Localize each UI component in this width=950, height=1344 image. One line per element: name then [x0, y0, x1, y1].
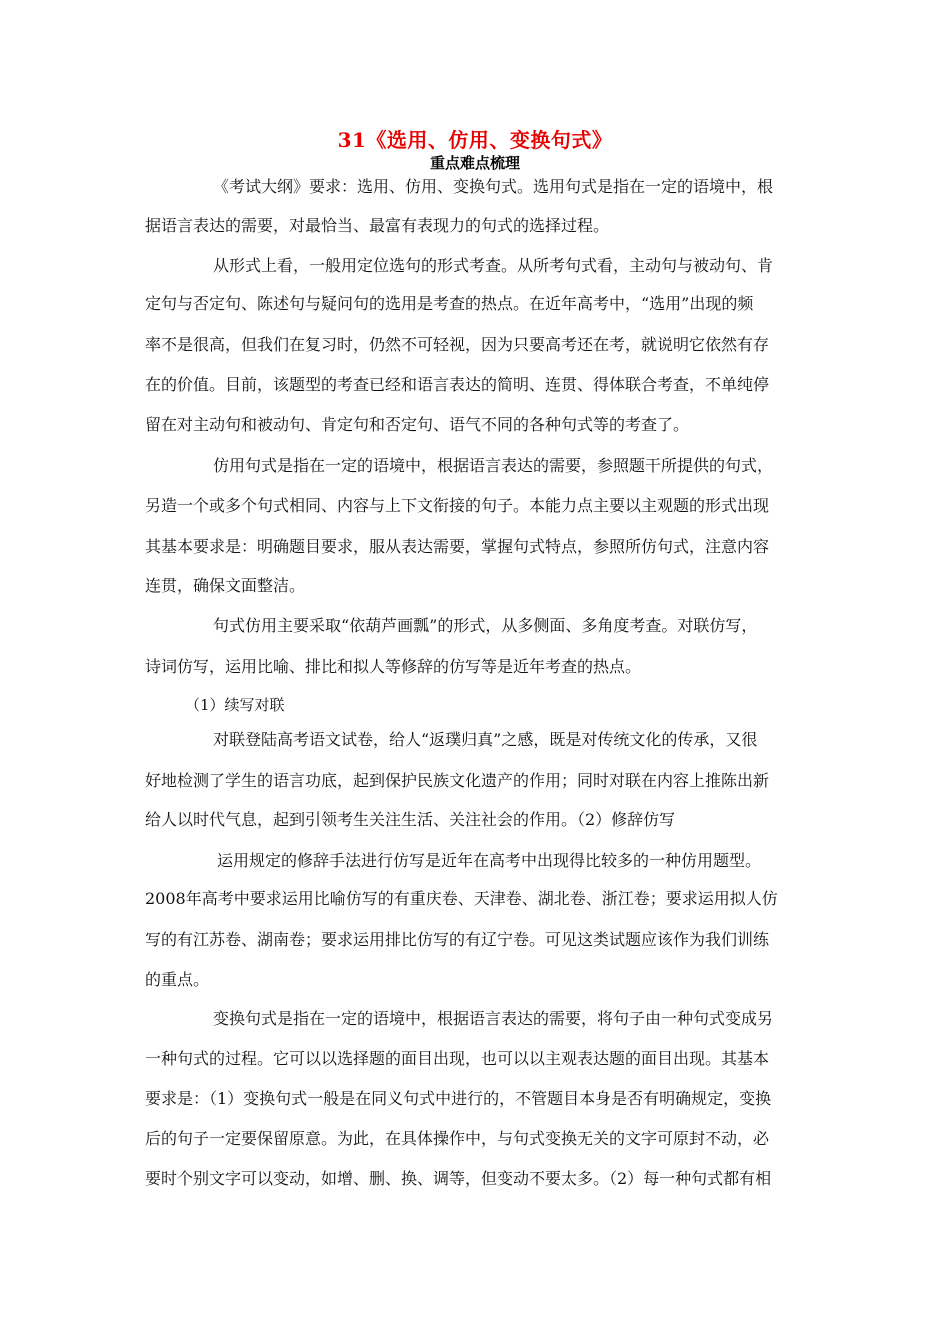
text-line-content: （1）续写对联	[185, 696, 285, 714]
text-line-content: 一种句式的过程。它可以以选择题的面目出现，也可以以主观表达题的面目出现。其基本	[145, 1049, 770, 1068]
text-line	[0, 1167, 950, 1191]
text-line	[0, 1047, 950, 1071]
text-line-content: 其基本要求是：明确题目要求，服从表达需要，掌握句式特点，参照所仿句式，注意内容	[145, 537, 770, 556]
text-line-content: 诗词仿写，运用比喻、排比和拟人等修辞的仿写等是近年考查的热点。	[145, 657, 642, 676]
text-line-content: 的重点。	[145, 970, 210, 989]
text-line	[0, 887, 950, 911]
section-heading: 重点难点梳理	[429, 154, 520, 172]
text-line-content: 给人以时代气息，起到引领考生关注生活、关注社会的作用。（2）修辞仿写	[145, 810, 676, 829]
text-line-content: 2008年高考中要求运用比喻仿写的有重庆卷、天津卷、湖北卷、浙江卷；要求运用拟人仿	[145, 889, 778, 908]
text-line	[0, 808, 950, 832]
text-line	[0, 535, 950, 559]
text-line-content: 连贯，确保文面整洁。	[145, 576, 306, 595]
text-line	[0, 574, 950, 598]
text-line-content: 定句与否定句、陈述句与疑问句的选用是考查的热点。在近年高考中，“选用”出现的频	[145, 294, 754, 313]
text-line	[0, 413, 950, 437]
text-line	[0, 292, 950, 316]
text-line-content: 对联登陆高考语文试卷，给人“返璞归真”之感，既是对传统文化的传承，又很	[213, 730, 758, 749]
text-line-content: 率不是很高，但我们在复习时，仍然不可轻视，因为只要高考还在考，就说明它依然有存	[145, 335, 770, 354]
text-line	[0, 968, 950, 992]
text-line	[0, 175, 950, 199]
document-title: 31《选用、仿用、变换句式》	[337, 128, 613, 152]
text-line	[0, 769, 950, 793]
text-line	[0, 928, 950, 952]
list-item-heading	[0, 693, 950, 717]
text-line-content: 从形式上看，一般用定位选句的形式考查。从所考句式看，主动句与被动句、肯	[213, 256, 774, 275]
text-line-content: 好地检测了学生的语言功底，起到保护民族文化遗产的作用；同时对联在内容上推陈出新	[145, 771, 770, 790]
text-line-content: 仿用句式是指在一定的语境中，根据语言表达的需要，参照题干所提供的句式，	[213, 456, 774, 475]
text-line	[0, 373, 950, 397]
text-line-content: 要求是：（1）变换句式一般是在同义句式中进行的，不管题目本身是否有明确规定，变换	[145, 1089, 772, 1108]
text-line-content: 据语言表达的需要，对最恰当、最富有表现力的句式的选择过程。	[145, 216, 610, 235]
text-line	[0, 494, 950, 518]
text-line-content: 运用规定的修辞手法进行仿写是近年在高考中出现得比较多的一种仿用题型。	[217, 851, 762, 870]
text-line-content: 句式仿用主要采取“依葫芦画瓢”的形式，从多侧面、多角度考查。对联仿写，	[213, 616, 758, 635]
text-line-content: 在的价值。目前，该题型的考查已经和语言表达的简明、连贯、得体联合考查，不单纯停	[145, 375, 770, 394]
text-line-content: 留在对主动句和被动句、肯定句和否定句、语气不同的各种句式等的考查了。	[145, 415, 690, 434]
text-line-content: 《考试大纲》要求：选用、仿用、变换句式。选用句式是指在一定的语境中，根	[213, 177, 774, 196]
text-line-content: 另造一个或多个句式相同、内容与上下文衔接的句子。本能力点主要以主观题的形式出现	[145, 496, 770, 515]
text-line	[0, 454, 950, 478]
text-line	[0, 333, 950, 357]
text-line	[0, 728, 950, 752]
text-line	[0, 655, 950, 679]
text-line	[0, 214, 950, 238]
text-line	[0, 614, 950, 638]
text-line-content: 后的句子一定要保留原意。为此，在具体操作中，与句式变换无关的文字可原封不动，必	[145, 1129, 770, 1148]
text-line	[0, 254, 950, 278]
text-line-content: 写的有江苏卷、湖南卷；要求运用排比仿写的有辽宁卷。可见这类试题应该作为我们训练	[145, 930, 770, 949]
text-line	[0, 1127, 950, 1151]
text-line	[0, 1007, 950, 1031]
text-line	[0, 1087, 950, 1111]
text-line-content: 变换句式是指在一定的语境中，根据语言表达的需要，将句子由一种句式变成另	[213, 1009, 774, 1028]
text-line	[0, 849, 950, 873]
text-line-content: 要时个别文字可以变动，如增、删、换、调等，但变动不要太多。（2）每一种句式都有相	[145, 1169, 772, 1188]
